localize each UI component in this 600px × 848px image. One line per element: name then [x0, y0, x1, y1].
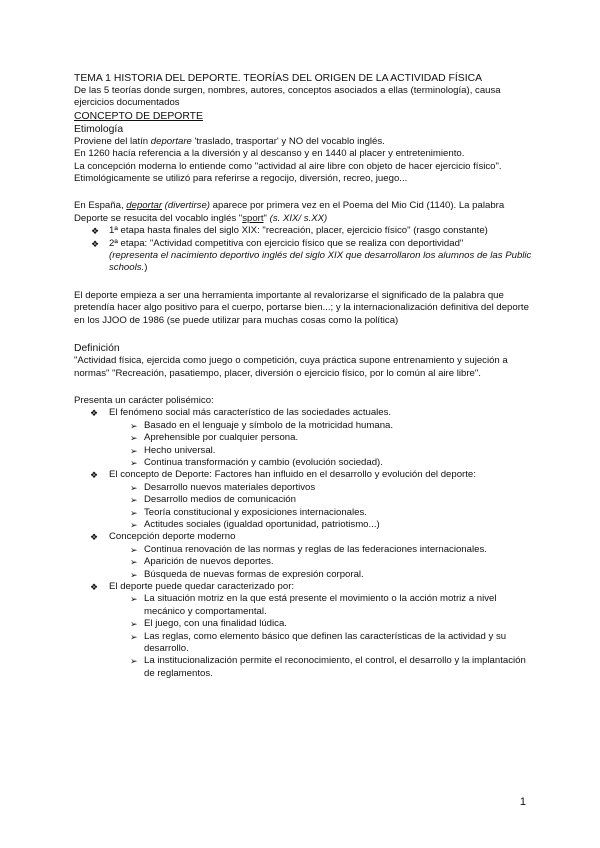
list-item: ➢ Teoría constitucional y exposiciones internacionales. — [130, 506, 367, 518]
arrow-bullet-icon: ➢ — [130, 656, 138, 667]
diamond-bullet-icon: ❖ — [90, 470, 99, 481]
sublist — [74, 544, 534, 581]
list-item: ➢ Desarrollo nuevos materiales deportivos — [130, 481, 316, 493]
list-item: ➢ Hecho universal. — [130, 444, 216, 456]
list-item: ➢ Las reglas, como elemento básico que definen las características de la actividad y su desarrollo. — [130, 630, 507, 655]
list-item: ➢ Basado en el lenguaje y símbolo de la motricidad humana. — [130, 419, 394, 431]
arrow-bullet-icon: ➢ — [130, 557, 138, 568]
list-item: ❖ El deporte puede quedar caracterizado por: ➢ La situación motriz en la que está presente el movimiento o la acción motriz a nivel mecánico y comportamental. ➢ El juego, con una finalidad lúdica. ➢ Las reglas, como elemento básico que definen las características de la actividad y su desarrollo. ➢ La institucionalización permite el reconocimiento, el control, el desarrollo y la implantación de reglamentos. — [74, 581, 534, 680]
arrow-bullet-icon: ➢ — [130, 457, 138, 468]
page-content — [74, 72, 534, 680]
arrow-bullet-icon: ➢ — [130, 495, 138, 506]
page-number: 1 — [519, 796, 526, 808]
subheading-etimologia: Etimología — [74, 123, 124, 135]
arrow-bullet-icon: ➢ — [130, 544, 138, 555]
arrow-bullet-icon: ➢ — [130, 420, 138, 431]
polisemico-list — [74, 407, 534, 680]
diamond-bullet-icon: ❖ — [91, 226, 100, 237]
list-item: ➢ Actitudes sociales (igualdad oportunidad, patriotismo...) — [130, 518, 380, 530]
list-item: ➢ La situación motriz en la que está presente el movimiento o la acción motriz a nivel mecánico y comportamental. — [130, 593, 497, 617]
arrow-bullet-icon: ➢ — [130, 631, 138, 642]
etimologia-line-4: Etimológicamente se utilizó para referirse a regocijo, diversión, recreo, juego... — [74, 173, 408, 185]
arrow-bullet-icon: ➢ — [130, 619, 138, 630]
arrow-bullet-icon: ➢ — [130, 594, 138, 605]
etapas-list — [74, 225, 534, 275]
list-item: ❖ 2ª etapa: "Actividad competitiva con ejercicio físico que se realiza con deportividad" (representa el nacimiento deportivo inglés del siglo XIX que desarrollaron los alumnos de las Public schools.) — [91, 237, 532, 274]
list-item: ➢ Continua transformación y cambio (evolución sociedad). — [130, 456, 383, 468]
etimologia-line-2: En 1260 hacía referencia a la diversión y al descanso y en 1440 al placer y entretenimiento. — [74, 148, 465, 160]
arrow-bullet-icon: ➢ — [130, 433, 138, 444]
sublist — [74, 593, 534, 680]
page-title: TEMA 1 HISTORIA DEL DEPORTE. TEORÍAS DEL ORIGEN DE LA ACTIVIDAD FÍSICA — [74, 73, 483, 84]
diamond-bullet-icon: ❖ — [90, 582, 99, 592]
etimologia-line-1: Proviene del latín deportare 'traslado, trasportar' y NO del vocablo inglés. — [74, 135, 385, 147]
sublist — [74, 482, 534, 532]
diamond-bullet-icon: ❖ — [91, 238, 100, 249]
definicion-text: "Actividad física, ejercida como juego o competición, cuya práctica supone entrenamiento y sujeción a normas" "Recreación, pasatiempo, placer, diversión o ejercicio físico, por lo común al aire libre". — [74, 355, 508, 379]
arrow-bullet-icon: ➢ — [130, 507, 138, 518]
diamond-bullet-icon: ❖ — [90, 532, 99, 543]
list-item: ❖ Concepción deporte moderno ➢ Continua renovación de las normas y reglas de las federaciones internacionales. ➢ Aparición de nuevos deportes. ➢ Búsqueda de nuevas formas de expresión corporal. — [74, 531, 534, 581]
list-item: ➢ Aparición de nuevos deportes. — [130, 556, 274, 568]
subtitle: De las 5 teorías donde surgen, nombres, autores, conceptos asociados a ellas (terminología), causa ejercicios documentados — [74, 85, 501, 109]
arrow-bullet-icon: ➢ — [130, 482, 138, 493]
list-item: ❖ 1ª etapa hasta finales del siglo XIX: "recreación, placer, ejercicio físico" (rasgo constante) — [91, 225, 488, 237]
arrow-bullet-icon: ➢ — [130, 519, 138, 530]
arrow-bullet-icon: ➢ — [130, 569, 138, 580]
etimologia-line-3: La concepción moderna lo entiende como "actividad al aire libre con objeto de hacer ejercicio físico". — [74, 160, 502, 172]
list-item: ➢ La institucionalización permite el reconocimiento, el control, el desarrollo y la implantación de reglamentos. — [130, 655, 526, 679]
list-item: ➢ Aprehensible por cualquier persona. — [130, 432, 299, 444]
arrow-bullet-icon: ➢ — [130, 445, 138, 456]
section-heading-concepto: CONCEPTO DE DEPORTE — [74, 110, 203, 122]
list-item: ➢ El juego, con una finalidad lúdica. — [130, 618, 287, 630]
subheading-definicion: Definición — [74, 343, 120, 355]
list-item: ❖ El fenómeno social más característico de las sociedades actuales. ➢ Basado en el lenguaje y símbolo de la motricidad humana. ➢ Aprehensible por cualquier persona. ➢ Hecho universal. ➢ Continua transformación y cambio (evolución sociedad). — [74, 407, 534, 469]
list-item: ➢ Desarrollo medios de comunicación — [130, 494, 296, 506]
list-item: ➢ Búsqueda de nuevas formas de expresión corporal. — [130, 568, 364, 580]
list-item: ❖ El concepto de Deporte: Factores han influido en el desarrollo y evolución del deporte: ➢ Desarrollo nuevos materiales deportivos ➢ Desarrollo medios de comunicación ➢ Teoría constitucional y exposiciones internacionales. ➢ Actitudes sociales (igualdad oportunidad, patriotismo...) — [74, 469, 534, 531]
espana-paragraph: En España, deportar (divertirse) aparece por primera vez en el Poema del Mio Cid (1140). La palabra Deporte se resucita del vocablo inglés "sport" (s. XIX/ s.XX) — [74, 200, 505, 224]
sublist — [74, 420, 534, 470]
polisemico-intro: Presenta un carácter polisémico: — [74, 394, 214, 406]
list-item: ➢ Continua renovación de las normas y reglas de las federaciones internacionales. — [130, 543, 487, 555]
deporte-herramienta-paragraph: El deporte empieza a ser una herramienta importante al revalorizarse el significado de la palabra que pretendía hacer algo positivo para el cuerpo, portarse bien...; y la internacionalización definitiva del deporte en los JJOO de 1986 (se puede utilizar para muchas cosas como la política) — [74, 289, 529, 326]
diamond-bullet-icon: ❖ — [90, 408, 99, 419]
